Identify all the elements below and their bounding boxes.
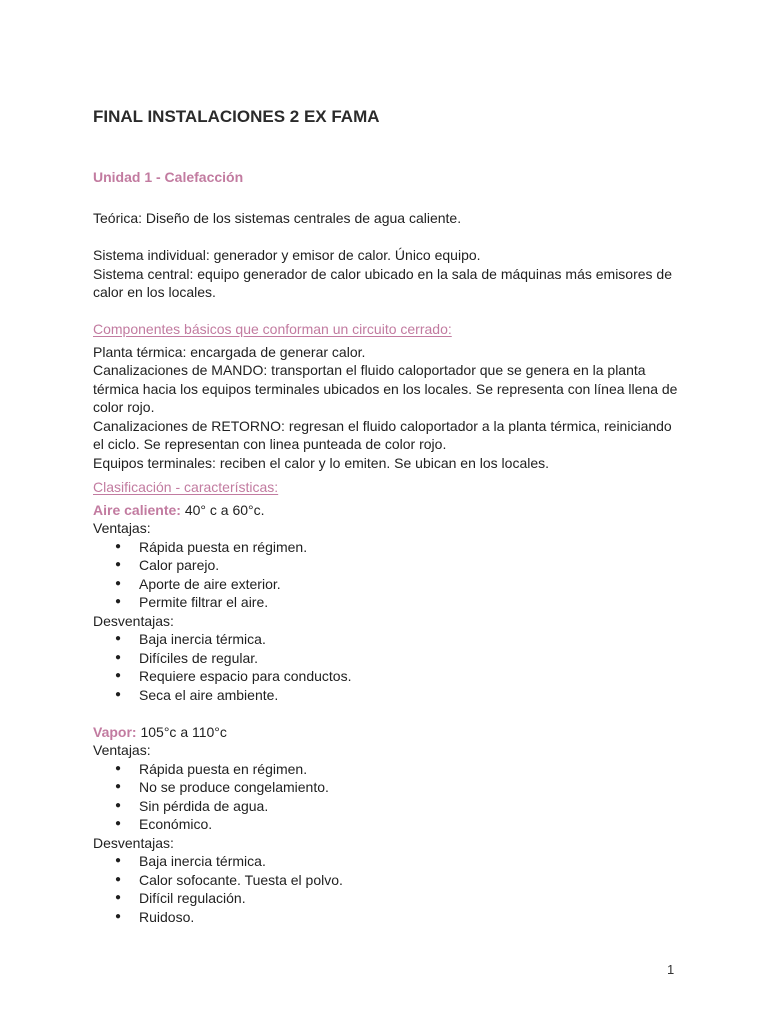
list-item: ● Sin pérdida de agua. <box>93 797 683 816</box>
list-item: ● Calor sofocante. Tuesta el polvo. <box>93 871 683 890</box>
sistema-individual-line: Sistema individual: generador y emisor de calor. Único equipo. <box>93 247 481 263</box>
unit-heading: Unidad 1 - Calefacción <box>93 169 244 185</box>
list-item: ● Baja inercia térmica. <box>93 630 683 649</box>
componente-line: Equipos terminales: reciben el calor y lo emiten. Se ubican en los locales. <box>93 454 550 471</box>
componentes-heading: Componentes básicos que conforman un circuito cerrado: <box>93 321 452 337</box>
list-item: ● Rápida puesta en régimen. <box>93 760 683 779</box>
document-body <box>93 209 683 926</box>
vapor-line <box>93 723 683 742</box>
aire-caliente-desventajas-list <box>93 630 683 704</box>
page-number: 1 <box>667 962 675 977</box>
aire-caliente-label: Aire caliente: <box>93 501 181 518</box>
vapor-label: Vapor: <box>93 723 137 740</box>
vapor-range: 105°c a 110°c <box>136 723 227 740</box>
list-item: ● No se produce congelamiento. <box>93 778 683 797</box>
sistema-central-line: Sistema central: equipo generador de calor ubicado en la sala de máquinas más emisores de calor en los locales. <box>93 265 673 300</box>
teorica-line: Teórica: Diseño de los sistemas centrales de agua caliente. <box>93 210 462 226</box>
componente-line: Planta térmica: encargada de generar calor. <box>93 343 366 360</box>
aire-caliente-ventajas-list <box>93 538 683 612</box>
list-item: ● Aporte de aire exterior. <box>93 575 683 594</box>
desventajas-label: Desventajas: <box>93 834 174 851</box>
aire-caliente-line <box>93 501 683 520</box>
list-item: ● Difícil regulación. <box>93 889 683 908</box>
document-title: FINAL INSTALACIONES 2 EX FAMA <box>93 107 380 126</box>
aire-caliente-range: 40° c a 60°c. <box>180 501 265 518</box>
document-page <box>93 0 683 1024</box>
list-item: ● Difíciles de regular. <box>93 649 683 668</box>
componente-line: Canalizaciones de RETORNO: regresan el fluido caloportador a la planta térmica, reiniciando el ciclo. Se representan con linea punteada de color rojo. <box>93 417 672 452</box>
ventajas-label: Ventajas: <box>93 742 151 758</box>
list-item: ● Permite filtrar el aire. <box>93 593 683 612</box>
list-item: ● Ruidoso. <box>93 908 683 927</box>
list-item: ● Baja inercia térmica. <box>93 852 683 871</box>
list-item: ● Rápida puesta en régimen. <box>93 538 683 557</box>
vapor-desventajas-list <box>93 852 683 926</box>
componente-line: Canalizaciones de MANDO: transportan el fluido caloportador que se genera en la planta térmica hacia los equipos terminales ubicados en los locales. Se representa con línea llena de color rojo. <box>93 362 678 415</box>
clasificacion-heading: Clasificación - características: <box>93 479 279 495</box>
list-item: ● Seca el aire ambiente. <box>93 686 683 705</box>
list-item: ● Requiere espacio para conductos. <box>93 667 683 686</box>
list-item: ● Económico. <box>93 815 683 834</box>
list-item: ● Calor parejo. <box>93 556 683 575</box>
ventajas-label: Ventajas: <box>93 520 151 536</box>
desventajas-label: Desventajas: <box>93 612 174 629</box>
vapor-ventajas-list <box>93 760 683 834</box>
